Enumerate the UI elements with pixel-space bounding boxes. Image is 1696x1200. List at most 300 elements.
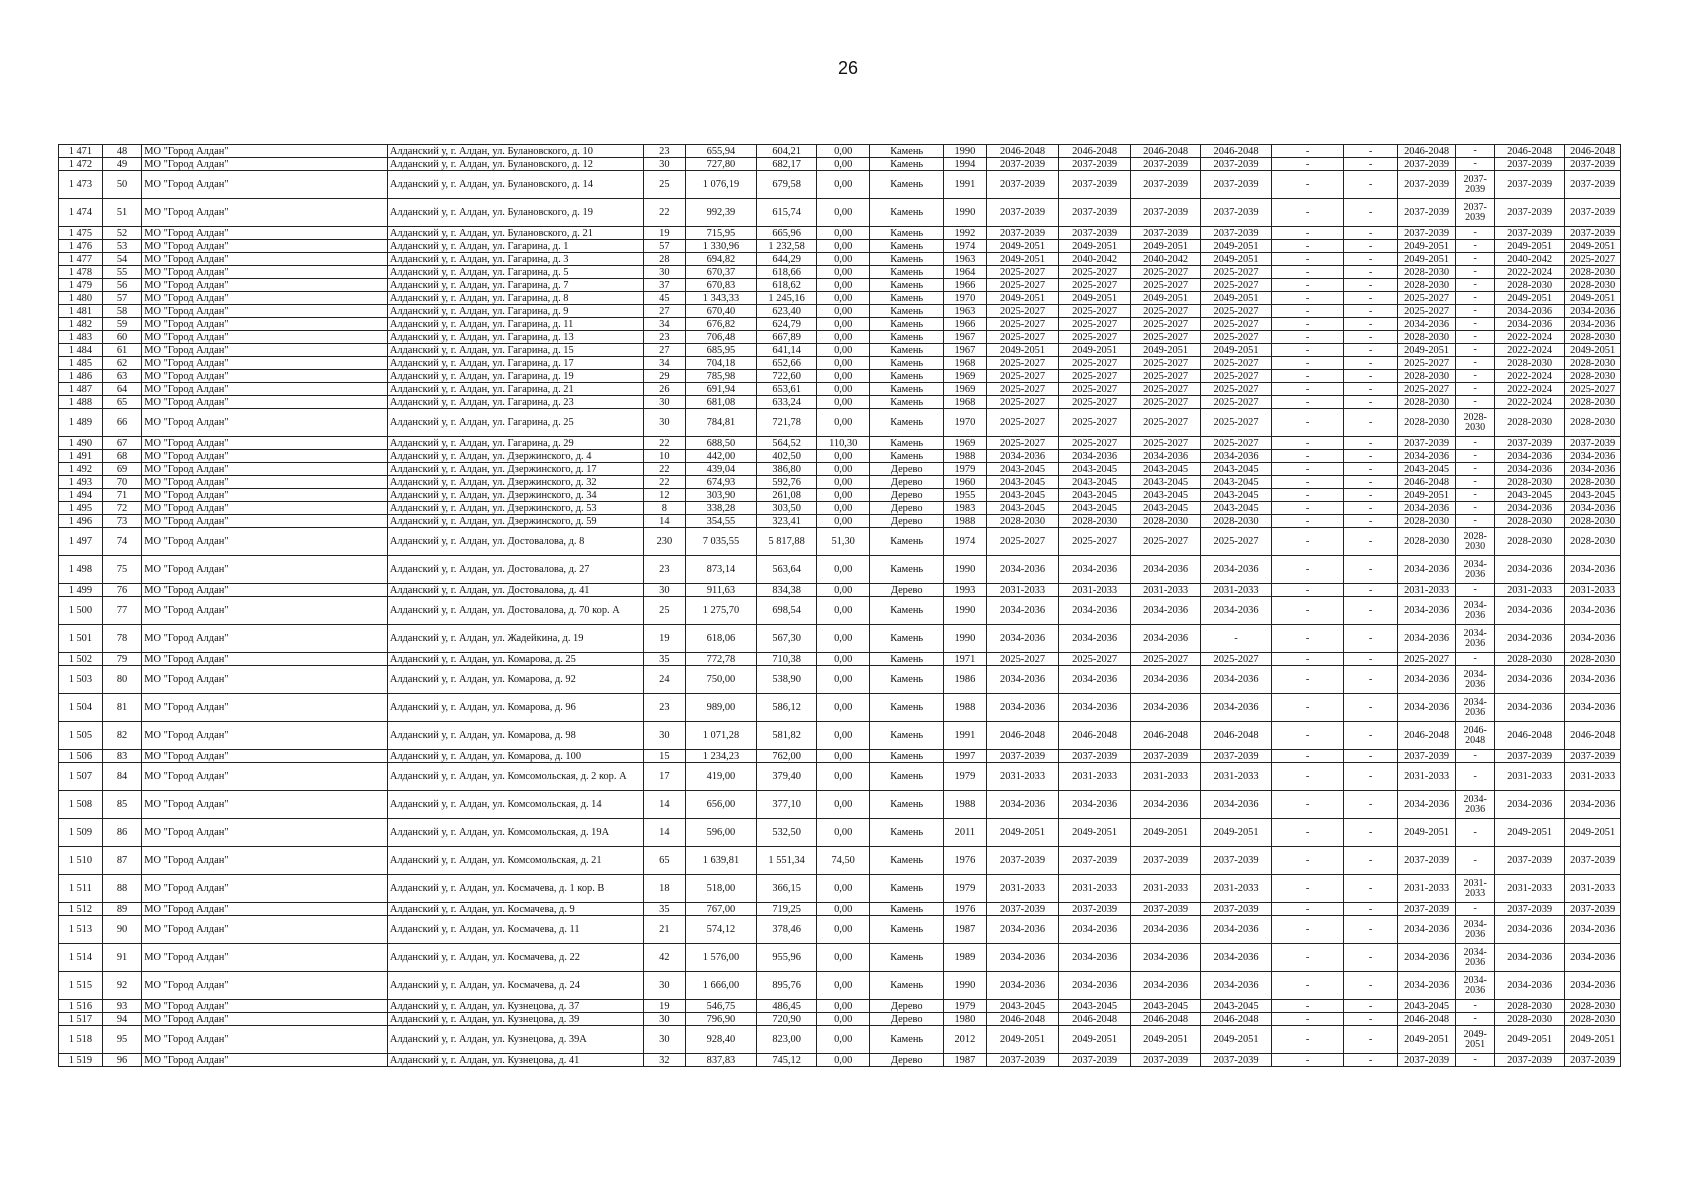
table-row <box>59 875 1621 903</box>
period-attic-cell: - <box>1456 240 1494 253</box>
municipality-cell: МО "Город Алдан" <box>142 145 388 158</box>
table-row <box>59 502 1621 515</box>
residential-area-cell: 679,58 <box>757 171 817 199</box>
nonresidential-area-cell: 0,00 <box>817 199 870 227</box>
period-facade-cell: 2028-2030 <box>1059 515 1131 528</box>
period-basement-cell: 2034-2036 <box>1397 625 1456 653</box>
table-row <box>59 625 1621 653</box>
total-area-cell: 1 071,28 <box>685 722 757 750</box>
build-year-cell: 1990 <box>944 556 987 584</box>
period-basement-cell: 2037-2039 <box>1397 199 1456 227</box>
period-other-cell: 2028-2030 <box>1565 528 1621 556</box>
period-attic-cell: - <box>1456 489 1494 502</box>
nonresidential-area-cell: 0,00 <box>817 597 870 625</box>
period-foundation-cell: 2025-2027 <box>1201 357 1271 370</box>
table-row <box>59 556 1621 584</box>
period-other-cell: 2028-2030 <box>1565 1000 1621 1013</box>
period-basement-cell: 2043-2045 <box>1397 1000 1456 1013</box>
period-extra-cell: - <box>1344 396 1397 409</box>
local-number-cell: 75 <box>102 556 142 584</box>
period-other-cell: 2031-2033 <box>1565 584 1621 597</box>
address-cell: Алданский у, г. Алдан, ул. Кузнецова, д. 41 <box>387 1054 643 1067</box>
period-utilities-cell: 2025-2027 <box>1130 279 1200 292</box>
table-row <box>59 489 1621 502</box>
period-basement-cell: 2034-2036 <box>1397 916 1456 944</box>
local-number-cell: 59 <box>102 318 142 331</box>
period-facade-cell: 2034-2036 <box>1059 556 1131 584</box>
period-utilities-cell: 2034-2036 <box>1130 666 1200 694</box>
period-engineering-cell: 2037-2039 <box>1494 903 1564 916</box>
municipality-cell: МО "Город Алдан" <box>142 1054 388 1067</box>
build-year-cell: 1988 <box>944 694 987 722</box>
period-attic-cell: - <box>1456 227 1494 240</box>
residents-count-cell: 15 <box>644 750 686 763</box>
local-number-cell: 94 <box>102 1013 142 1026</box>
registry-number-cell: 1 510 <box>59 847 103 875</box>
period-roof-cell: 2037-2039 <box>986 847 1059 875</box>
period-other-cell: 2037-2039 <box>1565 847 1621 875</box>
total-area-cell: 772,78 <box>685 653 757 666</box>
period-utilities-cell: 2043-2045 <box>1130 502 1200 515</box>
build-year-cell: 1969 <box>944 437 987 450</box>
period-utilities-cell: 2025-2027 <box>1130 370 1200 383</box>
registry-number-cell: 1 498 <box>59 556 103 584</box>
period-facade-cell: 2025-2027 <box>1059 266 1131 279</box>
residents-count-cell: 30 <box>644 972 686 1000</box>
residents-count-cell: 65 <box>644 847 686 875</box>
nonresidential-area-cell: 0,00 <box>817 396 870 409</box>
registry-number-cell: 1 485 <box>59 357 103 370</box>
period-engineering-cell: 2049-2051 <box>1494 292 1564 305</box>
period-elevator-cell: - <box>1271 292 1344 305</box>
registry-number-cell: 1 507 <box>59 763 103 791</box>
residents-count-cell: 30 <box>644 409 686 437</box>
nonresidential-area-cell: 74,50 <box>817 847 870 875</box>
period-basement-cell: 2049-2051 <box>1397 240 1456 253</box>
period-engineering-cell: 2028-2030 <box>1494 653 1564 666</box>
period-elevator-cell: - <box>1271 266 1344 279</box>
period-basement-cell: 2037-2039 <box>1397 171 1456 199</box>
period-extra-cell: - <box>1344 653 1397 666</box>
municipality-cell: МО "Город Алдан" <box>142 584 388 597</box>
period-foundation-cell: 2025-2027 <box>1201 396 1271 409</box>
period-basement-cell: 2028-2030 <box>1397 396 1456 409</box>
municipality-cell: МО "Город Алдан" <box>142 819 388 847</box>
period-roof-cell: 2025-2027 <box>986 331 1059 344</box>
residential-area-cell: 722,60 <box>757 370 817 383</box>
period-utilities-cell: 2037-2039 <box>1130 847 1200 875</box>
residential-area-cell: 720,90 <box>757 1013 817 1026</box>
period-other-cell: 2028-2030 <box>1565 476 1621 489</box>
wall-material-cell: Камень <box>870 450 944 463</box>
period-attic-cell: 2034-2036 <box>1456 597 1494 625</box>
period-attic-cell: - <box>1456 819 1494 847</box>
nonresidential-area-cell: 0,00 <box>817 694 870 722</box>
wall-material-cell: Камень <box>870 344 944 357</box>
registry-number-cell: 1 515 <box>59 972 103 1000</box>
residents-count-cell: 22 <box>644 463 686 476</box>
municipality-cell: МО "Город Алдан" <box>142 625 388 653</box>
total-area-cell: 1 076,19 <box>685 171 757 199</box>
period-foundation-cell: 2046-2048 <box>1201 145 1271 158</box>
residents-count-cell: 30 <box>644 158 686 171</box>
period-utilities-cell: 2049-2051 <box>1130 819 1200 847</box>
period-attic-cell: - <box>1456 396 1494 409</box>
address-cell: Алданский у, г. Алдан, ул. Кузнецова, д. 39А <box>387 1026 643 1054</box>
period-basement-cell: 2046-2048 <box>1397 145 1456 158</box>
total-area-cell: 656,00 <box>685 791 757 819</box>
period-basement-cell: 2031-2033 <box>1397 763 1456 791</box>
period-extra-cell: - <box>1344 199 1397 227</box>
period-other-cell: 2034-2036 <box>1565 972 1621 1000</box>
residential-area-cell: 567,30 <box>757 625 817 653</box>
period-other-cell: 2025-2027 <box>1565 383 1621 396</box>
nonresidential-area-cell: 0,00 <box>817 305 870 318</box>
residents-count-cell: 22 <box>644 199 686 227</box>
local-number-cell: 51 <box>102 199 142 227</box>
period-attic-cell: - <box>1456 653 1494 666</box>
municipality-cell: МО "Город Алдан" <box>142 331 388 344</box>
municipality-cell: МО "Город Алдан" <box>142 489 388 502</box>
period-foundation-cell: 2034-2036 <box>1201 916 1271 944</box>
period-attic-cell: 2034-2036 <box>1456 666 1494 694</box>
residential-area-cell: 682,17 <box>757 158 817 171</box>
address-cell: Алданский у, г. Алдан, ул. Гагарина, д. 19 <box>387 370 643 383</box>
wall-material-cell: Камень <box>870 653 944 666</box>
period-basement-cell: 2046-2048 <box>1397 722 1456 750</box>
period-elevator-cell: - <box>1271 515 1344 528</box>
registry-number-cell: 1 483 <box>59 331 103 344</box>
period-attic-cell: 2049-2051 <box>1456 1026 1494 1054</box>
period-roof-cell: 2037-2039 <box>986 750 1059 763</box>
table-row <box>59 847 1621 875</box>
period-basement-cell: 2028-2030 <box>1397 409 1456 437</box>
residents-count-cell: 14 <box>644 791 686 819</box>
period-basement-cell: 2034-2036 <box>1397 450 1456 463</box>
nonresidential-area-cell: 0,00 <box>817 791 870 819</box>
period-utilities-cell: 2043-2045 <box>1130 463 1200 476</box>
address-cell: Алданский у, г. Алдан, ул. Булановского, д. 10 <box>387 145 643 158</box>
total-area-cell: 518,00 <box>685 875 757 903</box>
period-roof-cell: 2034-2036 <box>986 597 1059 625</box>
period-other-cell: 2034-2036 <box>1565 625 1621 653</box>
build-year-cell: 1968 <box>944 357 987 370</box>
address-cell: Алданский у, г. Алдан, ул. Комсомольская, д. 21 <box>387 847 643 875</box>
period-other-cell: 2028-2030 <box>1565 370 1621 383</box>
table-row <box>59 370 1621 383</box>
local-number-cell: 76 <box>102 584 142 597</box>
wall-material-cell: Камень <box>870 370 944 383</box>
period-elevator-cell: - <box>1271 344 1344 357</box>
total-area-cell: 715,95 <box>685 227 757 240</box>
registry-number-cell: 1 516 <box>59 1000 103 1013</box>
period-engineering-cell: 2034-2036 <box>1494 666 1564 694</box>
period-other-cell: 2049-2051 <box>1565 240 1621 253</box>
period-extra-cell: - <box>1344 227 1397 240</box>
period-utilities-cell: 2025-2027 <box>1130 528 1200 556</box>
period-facade-cell: 2034-2036 <box>1059 944 1131 972</box>
total-area-cell: 1 330,96 <box>685 240 757 253</box>
period-engineering-cell: 2031-2033 <box>1494 875 1564 903</box>
period-extra-cell: - <box>1344 625 1397 653</box>
address-cell: Алданский у, г. Алдан, ул. Дзержинского, д. 53 <box>387 502 643 515</box>
period-elevator-cell: - <box>1271 791 1344 819</box>
period-facade-cell: 2025-2027 <box>1059 279 1131 292</box>
registry-number-cell: 1 474 <box>59 199 103 227</box>
period-attic-cell: - <box>1456 1054 1494 1067</box>
total-area-cell: 992,39 <box>685 199 757 227</box>
build-year-cell: 1986 <box>944 666 987 694</box>
period-extra-cell: - <box>1344 450 1397 463</box>
nonresidential-area-cell: 0,00 <box>817 344 870 357</box>
build-year-cell: 1988 <box>944 515 987 528</box>
build-year-cell: 1983 <box>944 502 987 515</box>
period-roof-cell: 2028-2030 <box>986 515 1059 528</box>
period-elevator-cell: - <box>1271 944 1344 972</box>
table-row <box>59 476 1621 489</box>
build-year-cell: 1990 <box>944 199 987 227</box>
period-foundation-cell: 2049-2051 <box>1201 292 1271 305</box>
period-facade-cell: 2049-2051 <box>1059 819 1131 847</box>
period-other-cell: 2034-2036 <box>1565 791 1621 819</box>
address-cell: Алданский у, г. Алдан, ул. Достовалова, д. 8 <box>387 528 643 556</box>
build-year-cell: 1979 <box>944 1000 987 1013</box>
period-basement-cell: 2037-2039 <box>1397 847 1456 875</box>
local-number-cell: 95 <box>102 1026 142 1054</box>
municipality-cell: МО "Город Алдан" <box>142 227 388 240</box>
period-extra-cell: - <box>1344 437 1397 450</box>
period-extra-cell: - <box>1344 318 1397 331</box>
table-row <box>59 305 1621 318</box>
period-elevator-cell: - <box>1271 1000 1344 1013</box>
period-facade-cell: 2034-2036 <box>1059 666 1131 694</box>
build-year-cell: 1990 <box>944 145 987 158</box>
period-roof-cell: 2037-2039 <box>986 1054 1059 1067</box>
period-utilities-cell: 2046-2048 <box>1130 722 1200 750</box>
total-area-cell: 785,98 <box>685 370 757 383</box>
period-foundation-cell: 2034-2036 <box>1201 597 1271 625</box>
period-roof-cell: 2034-2036 <box>986 666 1059 694</box>
total-area-cell: 750,00 <box>685 666 757 694</box>
period-utilities-cell: 2025-2027 <box>1130 653 1200 666</box>
period-utilities-cell: 2037-2039 <box>1130 227 1200 240</box>
registry-number-cell: 1 508 <box>59 791 103 819</box>
local-number-cell: 50 <box>102 171 142 199</box>
total-area-cell: 338,28 <box>685 502 757 515</box>
residential-area-cell: 653,61 <box>757 383 817 396</box>
period-facade-cell: 2025-2027 <box>1059 331 1131 344</box>
address-cell: Алданский у, г. Алдан, ул. Достовалова, д. 70 кор. А <box>387 597 643 625</box>
period-foundation-cell: 2025-2027 <box>1201 266 1271 279</box>
wall-material-cell: Камень <box>870 1026 944 1054</box>
municipality-cell: МО "Город Алдан" <box>142 383 388 396</box>
local-number-cell: 77 <box>102 597 142 625</box>
registry-number-cell: 1 494 <box>59 489 103 502</box>
residential-area-cell: 5 817,88 <box>757 528 817 556</box>
total-area-cell: 796,90 <box>685 1013 757 1026</box>
period-attic-cell: - <box>1456 370 1494 383</box>
residents-count-cell: 23 <box>644 694 686 722</box>
build-year-cell: 1988 <box>944 791 987 819</box>
municipality-cell: МО "Город Алдан" <box>142 253 388 266</box>
total-area-cell: 989,00 <box>685 694 757 722</box>
period-basement-cell: 2025-2027 <box>1397 357 1456 370</box>
municipality-cell: МО "Город Алдан" <box>142 502 388 515</box>
period-roof-cell: 2034-2036 <box>986 972 1059 1000</box>
period-elevator-cell: - <box>1271 1026 1344 1054</box>
municipality-cell: МО "Город Алдан" <box>142 694 388 722</box>
period-utilities-cell: 2049-2051 <box>1130 292 1200 305</box>
build-year-cell: 1976 <box>944 847 987 875</box>
period-extra-cell: - <box>1344 158 1397 171</box>
municipality-cell: МО "Город Алдан" <box>142 722 388 750</box>
residents-count-cell: 25 <box>644 171 686 199</box>
registry-number-cell: 1 488 <box>59 396 103 409</box>
residential-area-cell: 667,89 <box>757 331 817 344</box>
period-attic-cell: - <box>1456 515 1494 528</box>
registry-number-cell: 1 478 <box>59 266 103 279</box>
period-other-cell: 2037-2039 <box>1565 199 1621 227</box>
residential-area-cell: 895,76 <box>757 972 817 1000</box>
registry-number-cell: 1 480 <box>59 292 103 305</box>
period-attic-cell: - <box>1456 1013 1494 1026</box>
nonresidential-area-cell: 0,00 <box>817 463 870 476</box>
period-foundation-cell: 2031-2033 <box>1201 763 1271 791</box>
build-year-cell: 1971 <box>944 653 987 666</box>
period-attic-cell: 2028-2030 <box>1456 409 1494 437</box>
wall-material-cell: Камень <box>870 331 944 344</box>
total-area-cell: 674,93 <box>685 476 757 489</box>
local-number-cell: 54 <box>102 253 142 266</box>
table-row <box>59 266 1621 279</box>
wall-material-cell: Камень <box>870 944 944 972</box>
local-number-cell: 57 <box>102 292 142 305</box>
period-utilities-cell: 2046-2048 <box>1130 1013 1200 1026</box>
municipality-cell: МО "Город Алдан" <box>142 344 388 357</box>
build-year-cell: 1969 <box>944 370 987 383</box>
residential-area-cell: 563,64 <box>757 556 817 584</box>
period-engineering-cell: 2028-2030 <box>1494 515 1564 528</box>
municipality-cell: МО "Город Алдан" <box>142 292 388 305</box>
period-elevator-cell: - <box>1271 502 1344 515</box>
total-area-cell: 691,94 <box>685 383 757 396</box>
wall-material-cell: Камень <box>870 972 944 1000</box>
period-roof-cell: 2034-2036 <box>986 450 1059 463</box>
residents-count-cell: 30 <box>644 722 686 750</box>
registry-number-cell: 1 504 <box>59 694 103 722</box>
total-area-cell: 670,37 <box>685 266 757 279</box>
period-other-cell: 2028-2030 <box>1565 1013 1621 1026</box>
period-attic-cell: 2028-2030 <box>1456 528 1494 556</box>
build-year-cell: 1997 <box>944 750 987 763</box>
wall-material-cell: Камень <box>870 266 944 279</box>
registry-number-cell: 1 490 <box>59 437 103 450</box>
period-utilities-cell: 2037-2039 <box>1130 903 1200 916</box>
period-extra-cell: - <box>1344 584 1397 597</box>
period-attic-cell: - <box>1456 357 1494 370</box>
period-extra-cell: - <box>1344 305 1397 318</box>
address-cell: Алданский у, г. Алдан, ул. Гагарина, д. 13 <box>387 331 643 344</box>
wall-material-cell: Камень <box>870 199 944 227</box>
period-basement-cell: 2037-2039 <box>1397 227 1456 240</box>
period-extra-cell: - <box>1344 253 1397 266</box>
period-foundation-cell: 2043-2045 <box>1201 489 1271 502</box>
period-facade-cell: 2025-2027 <box>1059 409 1131 437</box>
residential-area-cell: 592,76 <box>757 476 817 489</box>
municipality-cell: МО "Город Алдан" <box>142 556 388 584</box>
nonresidential-area-cell: 0,00 <box>817 171 870 199</box>
period-facade-cell: 2043-2045 <box>1059 1000 1131 1013</box>
nonresidential-area-cell: 0,00 <box>817 653 870 666</box>
table-row <box>59 916 1621 944</box>
nonresidential-area-cell: 0,00 <box>817 476 870 489</box>
registry-number-cell: 1 492 <box>59 463 103 476</box>
local-number-cell: 82 <box>102 722 142 750</box>
period-utilities-cell: 2034-2036 <box>1130 694 1200 722</box>
table-row <box>59 145 1621 158</box>
residents-count-cell: 19 <box>644 1000 686 1013</box>
period-elevator-cell: - <box>1271 463 1344 476</box>
period-utilities-cell: 2034-2036 <box>1130 972 1200 1000</box>
address-cell: Алданский у, г. Алдан, ул. Комарова, д. 25 <box>387 653 643 666</box>
residents-count-cell: 23 <box>644 145 686 158</box>
period-other-cell: 2043-2045 <box>1565 489 1621 502</box>
period-utilities-cell: 2025-2027 <box>1130 409 1200 437</box>
residents-count-cell: 27 <box>644 305 686 318</box>
period-engineering-cell: 2046-2048 <box>1494 722 1564 750</box>
wall-material-cell: Камень <box>870 396 944 409</box>
residential-area-cell: 710,38 <box>757 653 817 666</box>
period-facade-cell: 2037-2039 <box>1059 171 1131 199</box>
period-attic-cell: 2034-2036 <box>1456 916 1494 944</box>
residents-count-cell: 12 <box>644 489 686 502</box>
period-foundation-cell: 2031-2033 <box>1201 875 1271 903</box>
period-engineering-cell: 2034-2036 <box>1494 318 1564 331</box>
nonresidential-area-cell: 0,00 <box>817 266 870 279</box>
period-basement-cell: 2034-2036 <box>1397 556 1456 584</box>
table-row <box>59 722 1621 750</box>
period-other-cell: 2028-2030 <box>1565 357 1621 370</box>
period-extra-cell: - <box>1344 331 1397 344</box>
residential-area-cell: 386,80 <box>757 463 817 476</box>
build-year-cell: 1979 <box>944 463 987 476</box>
period-roof-cell: 2025-2027 <box>986 266 1059 279</box>
period-attic-cell: - <box>1456 383 1494 396</box>
period-foundation-cell: 2025-2027 <box>1201 653 1271 666</box>
period-extra-cell: - <box>1344 279 1397 292</box>
period-basement-cell: 2028-2030 <box>1397 266 1456 279</box>
table-row <box>59 584 1621 597</box>
period-basement-cell: 2049-2051 <box>1397 489 1456 502</box>
period-elevator-cell: - <box>1271 528 1344 556</box>
period-extra-cell: - <box>1344 556 1397 584</box>
period-extra-cell: - <box>1344 1026 1397 1054</box>
address-cell: Алданский у, г. Алдан, ул. Дзержинского, д. 4 <box>387 450 643 463</box>
period-foundation-cell: 2025-2027 <box>1201 409 1271 437</box>
period-basement-cell: 2034-2036 <box>1397 972 1456 1000</box>
period-roof-cell: 2049-2051 <box>986 344 1059 357</box>
period-engineering-cell: 2022-2024 <box>1494 331 1564 344</box>
build-year-cell: 1964 <box>944 266 987 279</box>
total-area-cell: 574,12 <box>685 916 757 944</box>
wall-material-cell: Камень <box>870 528 944 556</box>
total-area-cell: 837,83 <box>685 1054 757 1067</box>
registry-number-cell: 1 495 <box>59 502 103 515</box>
period-other-cell: 2034-2036 <box>1565 556 1621 584</box>
period-attic-cell: - <box>1456 502 1494 515</box>
period-engineering-cell: 2022-2024 <box>1494 266 1564 279</box>
period-basement-cell: 2025-2027 <box>1397 305 1456 318</box>
